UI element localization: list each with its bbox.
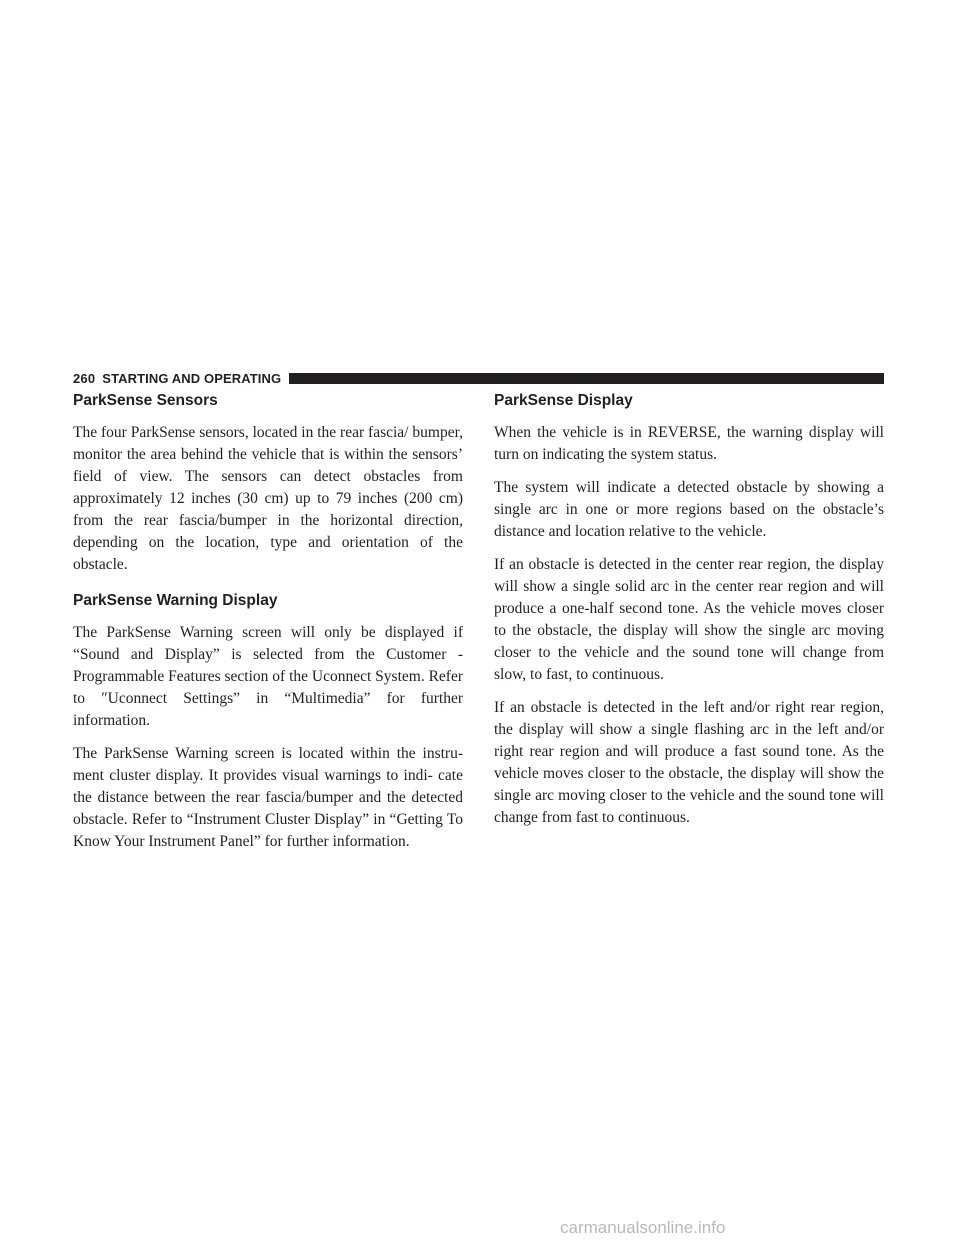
paragraph: The ParkSense Warning screen is located within the instru- ment cluster display. It provides visual warnings to indi- cate the distance between the rear fascia/bumper and the detected obstacle. Refer to “Instrument Cluster Display” in “Getting To Know Your Instrument Panel” for further information. <box>73 745 463 850</box>
paragraph: If an obstacle is detected in the center rear region, the display will show a single solid arc in the center rear region and will produce a one-half second tone. As the vehicle moves closer to the obstacle, the display will show the single arc moving closer to the vehicle and the sound tone will change from slow, to fast, to continuous. <box>494 556 884 683</box>
watermark: carmanualsonline.info <box>560 1218 726 1237</box>
paragraph: The ParkSense Warning screen will only be displayed if “Sound and Display” is selected from the Customer - Programmable Features section of the Uconnect System. Refer to ″Uconnect Settings” in “Multimedia” for further information. <box>73 624 463 729</box>
left-column <box>73 390 463 864</box>
right-column <box>494 390 884 840</box>
header-rule <box>289 373 884 384</box>
section-title: STARTING AND OPERATING <box>102 370 282 386</box>
paragraph: The four ParkSense sensors, located in the rear fascia/ bumper, monitor the area behind the vehicle that is within the sensors’ field of view. The sensors can detect obstacles from approximately 12 inches (30 cm) up to 79 inches (200 cm) from the rear fascia/bumper in the horizontal direction, depending on the location, type and orientation of the obstacle. <box>73 424 463 573</box>
paragraph: If an obstacle is detected in the left and/or right rear region, the display will show a single flashing arc in the left and/or right rear region and will produce a fast sound tone. As the vehicle moves closer to the obstacle, the display will show the single arc moving closer to the vehicle and the sound tone will change from fast to continuous. <box>494 699 884 826</box>
paragraph: The system will indicate a detected obstacle by showing a single arc in one or more regions based on the obstacle’s distance and location relative to the vehicle. <box>494 479 884 540</box>
heading-parksense-sensors: ParkSense Sensors <box>73 392 218 409</box>
page-header <box>73 370 884 386</box>
page-number: 260 <box>73 370 96 386</box>
paragraph: When the vehicle is in REVERSE, the warning display will turn on indicating the system status. <box>494 424 884 463</box>
heading-parksense-display: ParkSense Display <box>494 392 633 409</box>
heading-parksense-warning-display: ParkSense Warning Display <box>73 592 278 609</box>
